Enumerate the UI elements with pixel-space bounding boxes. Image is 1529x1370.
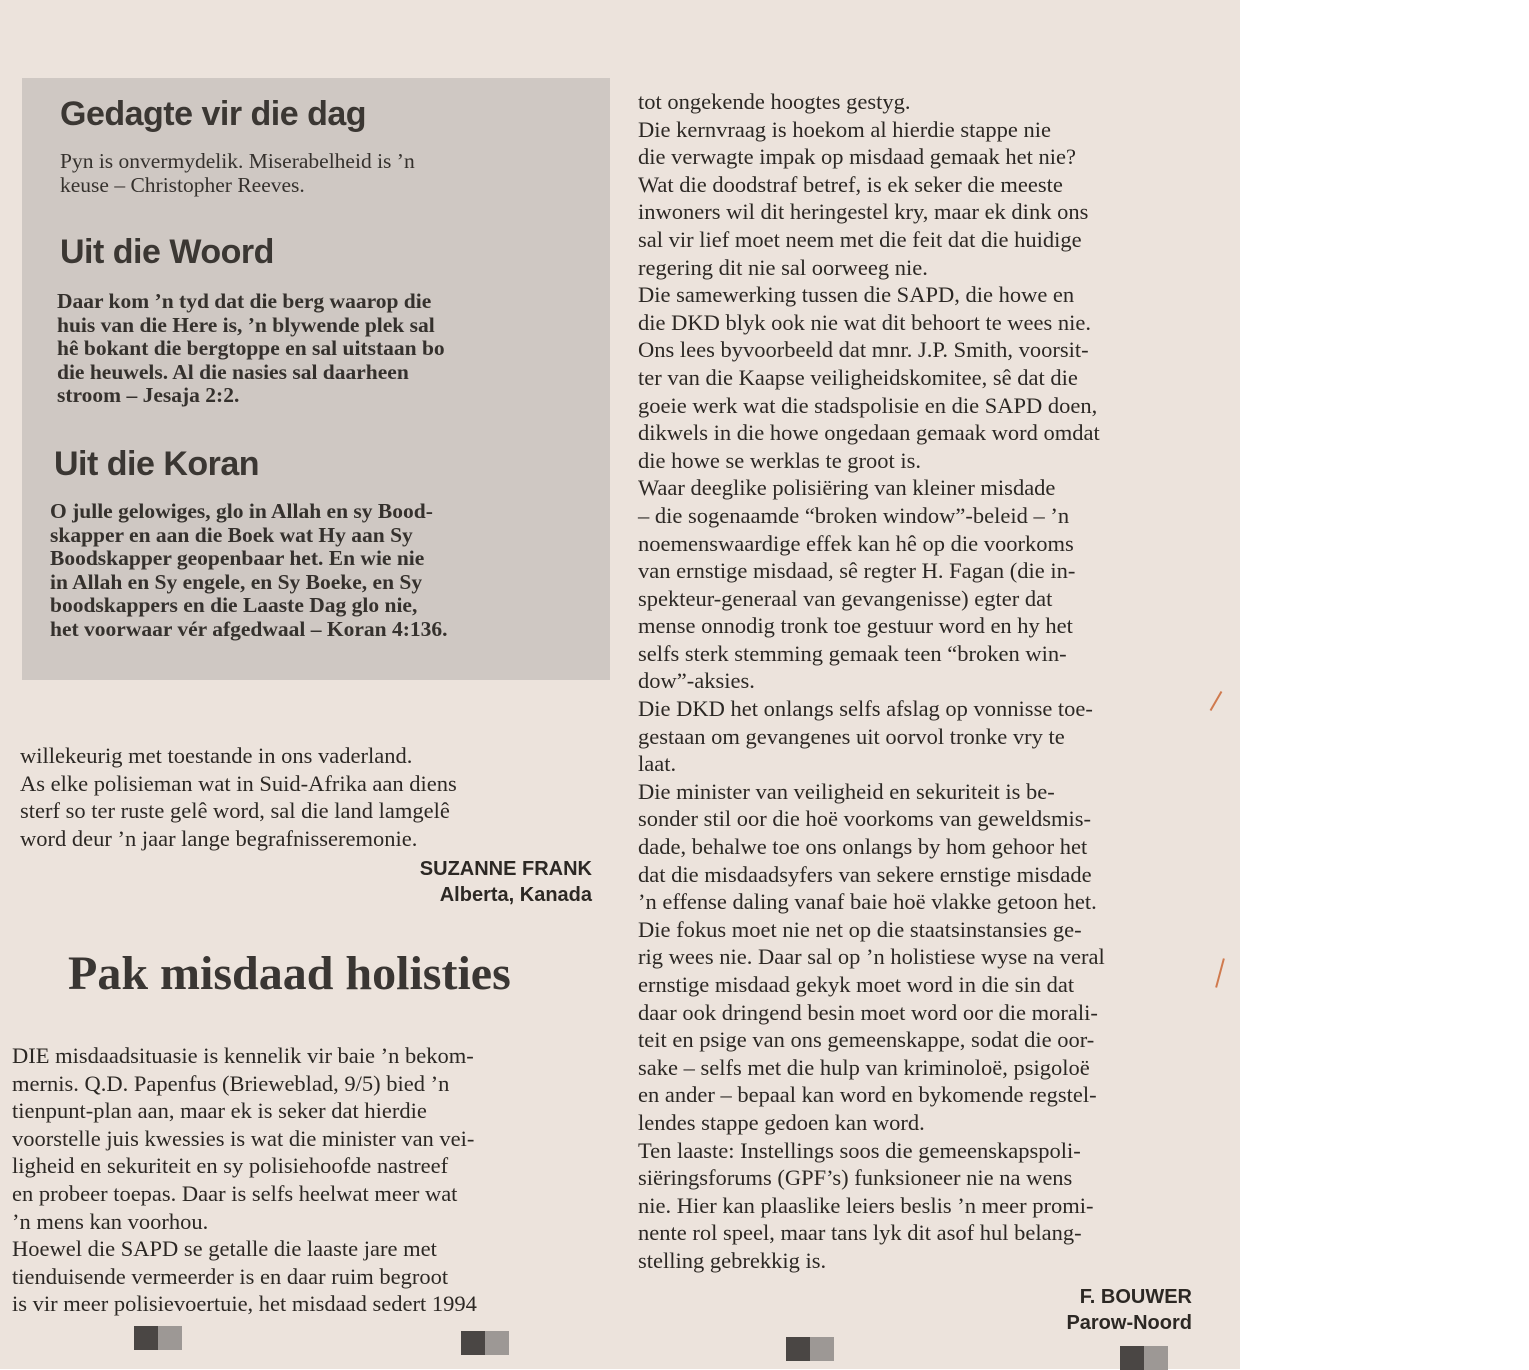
letter2-body-left: DIE misdaadsituasie is kennelik vir baie ’n bekom- mernis. Q.D. Papenfus (Brieweblad, 9/5) bied ’n tienpunt-plan aan, maar ek is seker dat hierdie voorstelle juis kwessies is wat die minister van vei- ligheid en sekuriteit en sy polisiehoofde nastreef en probeer toepas. Daar is selfs heelwat meer wat ’n mens kan voorhou. Hoewel die SAPD se getalle die laaste jare met tienduisende vermeerder is en daar ruim begroot is vir meer polisievoertuie, het misdaad sedert 1994 [12, 1043, 477, 1317]
woord-title: Uit die Woord [60, 233, 274, 271]
letter2-headline: Pak misdaad holisties [68, 947, 511, 1000]
letter2-signature [900, 1284, 1192, 1336]
registration-mark [1120, 1346, 1168, 1370]
woord-text: Daar kom ’n tyd dat die berg waarop die huis van die Here is, ’n blywende plek sal hê bokant die bergtoppe en sal uitstaan bo die heuwels. Al die nasies sal daarheen stroom – Jesaja 2:2. [57, 289, 445, 407]
letter2-place: Parow-Noord [1066, 1312, 1192, 1334]
letter2-author: F. BOUWER [1079, 1286, 1192, 1308]
letter1-author: SUZANNE FRANK [419, 858, 592, 880]
letter1-signature [300, 856, 592, 908]
letter2-body-right: tot ongekende hoogtes gestyg. Die kernvraag is hoekom al hierdie stappe nie die verwagte impak op misdaad gemaak het nie? Wat die doodstraf betref, is ek seker die meeste inwoners wil dit heringestel kry, maar ek dink ons sal vir lief moet neem met die feit dat die huidige regering dit nie sal oorweeg nie. Die samewerking tussen die SAPD, die howe en die DKD blyk ook nie wat dit behoort te wees nie. Ons lees byvoorbeeld dat mnr. J.P. Smith, voorsit- ter van die Kaapse veiligheidskomitee, sê dat die goeie werk wat die stadspolisie en die SAPD doen, dikwels in die howe ongedaan gemaak word omdat die howe se werklas te groot is. Waar deeglike polisiëring van kleiner misdade – die sogenaamde “broken window”-beleid – ’n noemenswaardige effek kan hê op die voorkoms van ernstige misdaad, sê regter H. Fagan (die in- spekteur-generaal van gevangenisse) egter dat mense onnodig tronk toe gestuur word en hy het selfs sterk stemming gemaak teen “broken win- dow”-aksies. Die DKD het onlangs selfs afslag op vonnisse toe- gestaan om gevangenes uit oorvol tronke vry te laat. Die minister van veiligheid en sekuriteit is be- sonder stil oor die hoë voorkoms van geweldsmis- dade, behalwe toe ons onlangs by hom gehoor het dat die misdaadsyfers van sekere ernstige misdade ’n effense daling vanaf baie hoë vlakke getoon het. Die fokus moet nie net op die staatsinstansies ge- rig wees nie. Daar sal op ’n holistiese wyse na veral ernstige misdaad gekyk moet word in die sin dat daar ook dringend besin moet word oor die morali- teit en psige van ons gemeenskappe, sodat die oor- sake – selfs met die hulp van kriminoloë, psigoloë en ander – bepaal kan word en bykomende regstel- lendes stappe gedoen kan word. Ten laaste: Instellings soos die gemeenskapspoli- siëringsforums (GPF’s) funksioneer nie na wens nie. Hier kan plaaslike leiers beslis ’n meer promi- nente rol speel, maar tans lyk dit asof hul belang- stelling gebrekkig is. [638, 89, 1105, 1273]
registration-mark [786, 1337, 834, 1361]
registration-mark [134, 1326, 182, 1350]
registration-mark [461, 1331, 509, 1355]
letter1-body: willekeurig met toestande in ons vaderland. As elke polisieman wat in Suid-Afrika aan diens sterf so ter ruste gelê word, sal die land lamgelê word deur ’n jaar lange begrafnisseremonie. [20, 743, 457, 851]
gedagte-text: Pyn is onvermydelik. Miserabelheid is ’n keuse – Christopher Reeves. [60, 149, 415, 197]
koran-text: O julle gelowiges, glo in Allah en sy Bood- skapper en aan die Boek wat Hy aan Sy Boodskapper geopenbaar het. En wie nie in Allah en Sy engele, en Sy Boeke, en Sy boodskappers en die Laaste Dag glo nie, het voorwaar vér afgedwaal – Koran 4:136. [50, 499, 448, 641]
letter1-place: Alberta, Kanada [439, 884, 592, 906]
gedagte-title: Gedagte vir die dag [60, 95, 367, 133]
koran-title: Uit die Koran [54, 445, 260, 483]
